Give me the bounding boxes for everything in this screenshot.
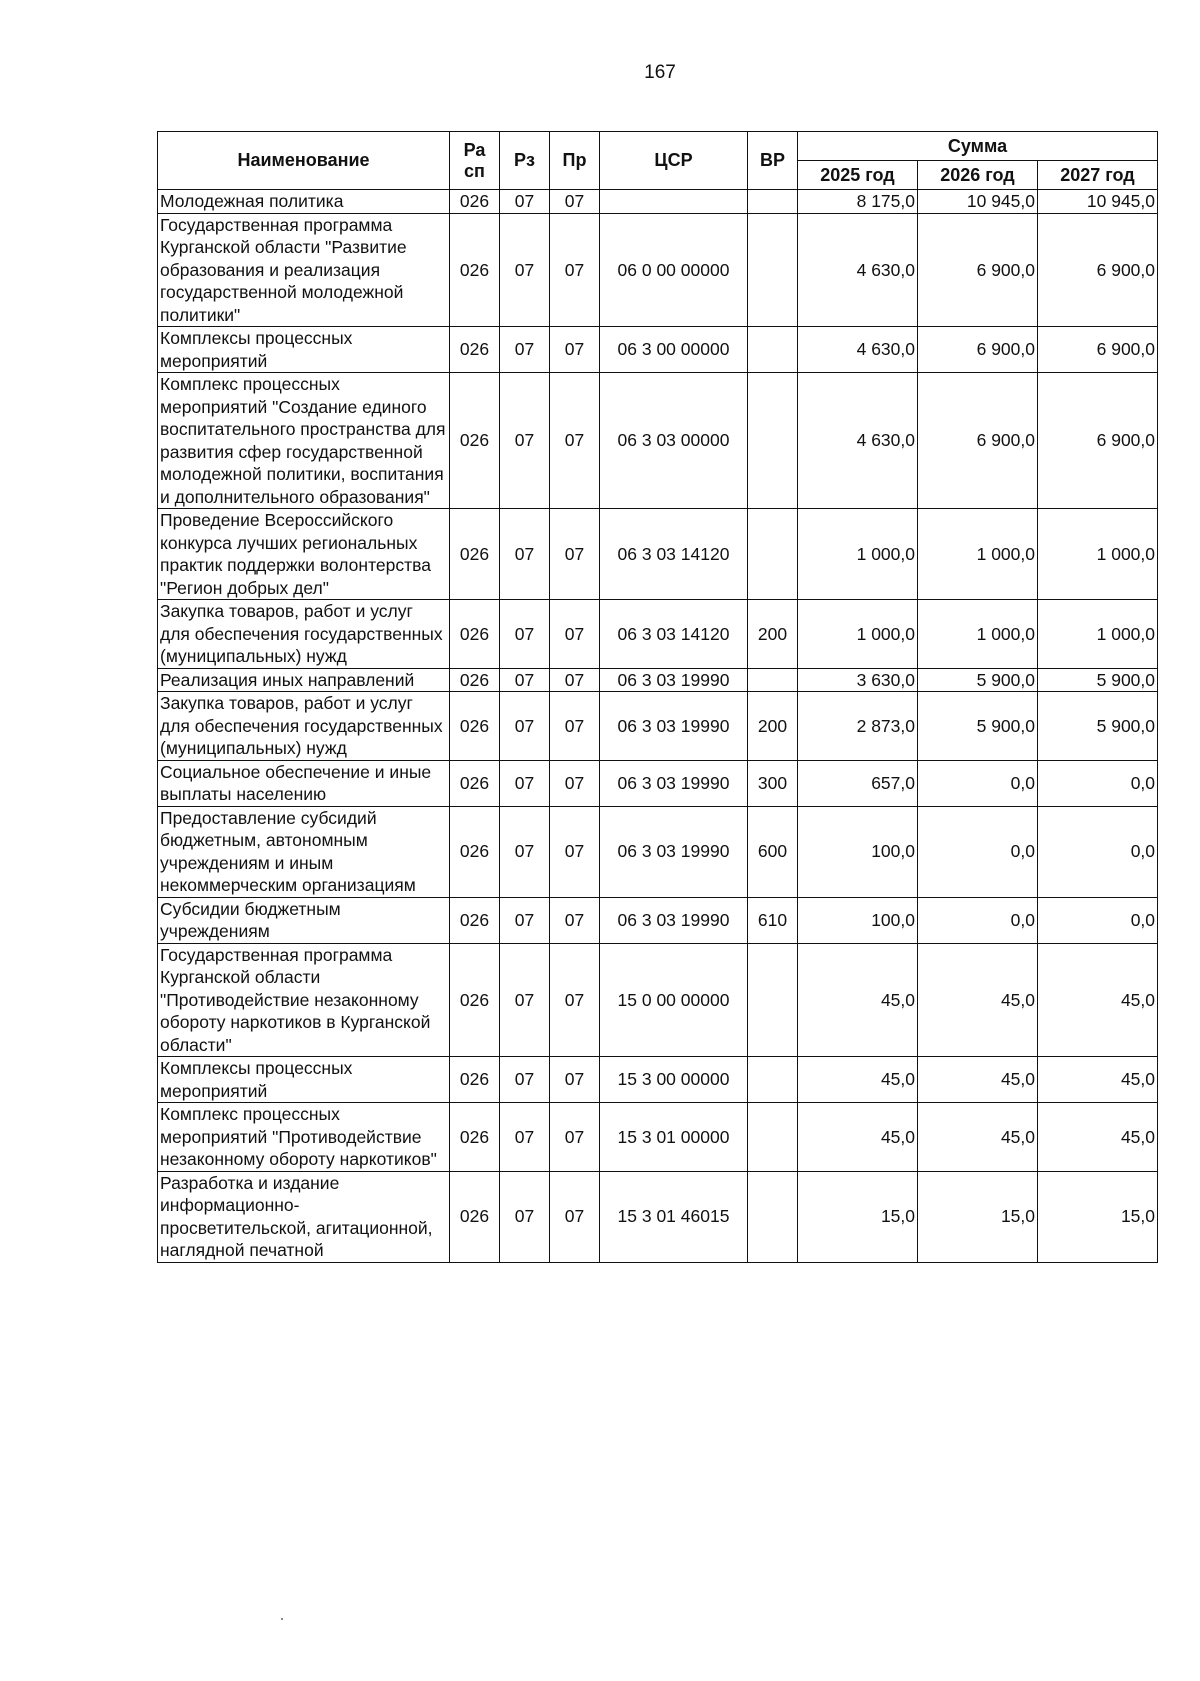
header-name: Наименование [158, 132, 450, 190]
cell-name: Комплекс процессных мероприятий "Создание единого воспитательного пространства для развития сфер государственной молодежной политики, воспитания и дополнительного образования" [158, 373, 450, 509]
table-row [158, 1057, 1158, 1103]
cell-vr: 200 [748, 692, 798, 761]
table-row [158, 692, 1158, 761]
cell-rasp: 026 [450, 806, 500, 897]
cell-y2027: 45,0 [1038, 1057, 1158, 1103]
cell-y2027: 6 900,0 [1038, 327, 1158, 373]
cell-y2025: 4 630,0 [798, 213, 918, 327]
cell-rasp: 026 [450, 190, 500, 214]
cell-pr: 07 [550, 1103, 600, 1172]
cell-csr: 06 3 03 19990 [600, 760, 748, 806]
cell-y2027: 0,0 [1038, 806, 1158, 897]
header-2026: 2026 год [918, 161, 1038, 190]
cell-y2026: 5 900,0 [918, 692, 1038, 761]
cell-y2027: 0,0 [1038, 760, 1158, 806]
cell-rz: 07 [500, 806, 550, 897]
header-2027: 2027 год [1038, 161, 1158, 190]
cell-y2026: 0,0 [918, 806, 1038, 897]
cell-rz: 07 [500, 213, 550, 327]
cell-name: Реализация иных направлений [158, 668, 450, 692]
cell-y2026: 6 900,0 [918, 213, 1038, 327]
cell-rz: 07 [500, 897, 550, 943]
cell-y2025: 100,0 [798, 897, 918, 943]
cell-vr [748, 943, 798, 1057]
cell-rasp: 026 [450, 1057, 500, 1103]
cell-rz: 07 [500, 1057, 550, 1103]
cell-name: Предоставление субсидий бюджетным, автономным учреждениям и иным некоммерческим организациям [158, 806, 450, 897]
cell-y2027: 5 900,0 [1038, 692, 1158, 761]
cell-rz: 07 [500, 600, 550, 669]
cell-y2026: 45,0 [918, 1057, 1038, 1103]
cell-name: Комплексы процессных мероприятий [158, 327, 450, 373]
cell-rasp: 026 [450, 692, 500, 761]
cell-pr: 07 [550, 373, 600, 509]
table-row [158, 509, 1158, 600]
cell-pr: 07 [550, 1171, 600, 1262]
cell-rasp: 026 [450, 373, 500, 509]
table-row [158, 897, 1158, 943]
cell-vr: 610 [748, 897, 798, 943]
cell-y2025: 8 175,0 [798, 190, 918, 214]
cell-rasp: 026 [450, 600, 500, 669]
header-rasp: Ра сп [450, 132, 500, 190]
cell-csr: 06 3 03 19990 [600, 668, 748, 692]
cell-y2025: 100,0 [798, 806, 918, 897]
cell-y2025: 4 630,0 [798, 327, 918, 373]
cell-pr: 07 [550, 897, 600, 943]
cell-rz: 07 [500, 692, 550, 761]
cell-y2025: 4 630,0 [798, 373, 918, 509]
cell-name: Проведение Всероссийского конкурса лучших региональных практик поддержки волонтерства "Регион добрых дел" [158, 509, 450, 600]
table-row [158, 327, 1158, 373]
cell-y2026: 0,0 [918, 897, 1038, 943]
cell-y2026: 45,0 [918, 943, 1038, 1057]
cell-rasp: 026 [450, 327, 500, 373]
header-sum: Сумма [798, 132, 1158, 161]
cell-pr: 07 [550, 509, 600, 600]
cell-y2026: 6 900,0 [918, 373, 1038, 509]
cell-name: Государственная программа Курганской области "Развитие образования и реализация государственной молодежной политики" [158, 213, 450, 327]
cell-vr [748, 1057, 798, 1103]
cell-rz: 07 [500, 1171, 550, 1262]
cell-y2026: 0,0 [918, 760, 1038, 806]
cell-rasp: 026 [450, 213, 500, 327]
cell-vr [748, 1103, 798, 1172]
cell-vr [748, 509, 798, 600]
cell-y2027: 15,0 [1038, 1171, 1158, 1262]
cell-csr: 06 3 00 00000 [600, 327, 748, 373]
cell-csr: 06 3 03 19990 [600, 897, 748, 943]
table-header [158, 132, 1158, 190]
cell-rasp: 026 [450, 760, 500, 806]
table-row [158, 760, 1158, 806]
cell-y2027: 5 900,0 [1038, 668, 1158, 692]
cell-y2025: 15,0 [798, 1171, 918, 1262]
cell-y2027: 45,0 [1038, 943, 1158, 1057]
cell-rz: 07 [500, 509, 550, 600]
cell-pr: 07 [550, 190, 600, 214]
cell-y2027: 1 000,0 [1038, 509, 1158, 600]
cell-y2025: 45,0 [798, 1057, 918, 1103]
cell-y2026: 1 000,0 [918, 509, 1038, 600]
cell-pr: 07 [550, 760, 600, 806]
cell-y2027: 10 945,0 [1038, 190, 1158, 214]
cell-csr: 06 0 00 00000 [600, 213, 748, 327]
cell-y2025: 2 873,0 [798, 692, 918, 761]
cell-pr: 07 [550, 943, 600, 1057]
cell-rasp: 026 [450, 897, 500, 943]
header-vr: ВР [748, 132, 798, 190]
table-row [158, 373, 1158, 509]
cell-csr: 06 3 03 00000 [600, 373, 748, 509]
cell-pr: 07 [550, 692, 600, 761]
cell-csr: 06 3 03 14120 [600, 600, 748, 669]
cell-rz: 07 [500, 373, 550, 509]
cell-rasp: 026 [450, 1171, 500, 1262]
cell-y2027: 1 000,0 [1038, 600, 1158, 669]
cell-y2025: 1 000,0 [798, 600, 918, 669]
cell-y2025: 3 630,0 [798, 668, 918, 692]
cell-name: Разработка и издание информационно-просветительской, агитационной, наглядной печатной [158, 1171, 450, 1262]
table-row [158, 190, 1158, 214]
cell-vr [748, 668, 798, 692]
cell-vr [748, 373, 798, 509]
cell-name: Закупка товаров, работ и услуг для обеспечения государственных (муниципальных) нужд [158, 600, 450, 669]
cell-name: Субсидии бюджетным учреждениям [158, 897, 450, 943]
table-row [158, 806, 1158, 897]
cell-name: Молодежная политика [158, 190, 450, 214]
cell-rasp: 026 [450, 668, 500, 692]
header-rz: Рз [500, 132, 550, 190]
cell-csr: 06 3 03 14120 [600, 509, 748, 600]
cell-y2026: 6 900,0 [918, 327, 1038, 373]
cell-vr: 300 [748, 760, 798, 806]
cell-rz: 07 [500, 1103, 550, 1172]
cell-rz: 07 [500, 190, 550, 214]
cell-y2026: 5 900,0 [918, 668, 1038, 692]
cell-y2025: 45,0 [798, 1103, 918, 1172]
cell-csr: 15 3 00 00000 [600, 1057, 748, 1103]
cell-rasp: 026 [450, 1103, 500, 1172]
table-row [158, 600, 1158, 669]
cell-vr: 600 [748, 806, 798, 897]
table-row [158, 1103, 1158, 1172]
cell-y2026: 45,0 [918, 1103, 1038, 1172]
cell-y2025: 45,0 [798, 943, 918, 1057]
cell-rasp: 026 [450, 509, 500, 600]
cell-csr: 15 3 01 00000 [600, 1103, 748, 1172]
cell-csr: 15 0 00 00000 [600, 943, 748, 1057]
cell-name: Социальное обеспечение и иные выплаты населению [158, 760, 450, 806]
cell-y2026: 10 945,0 [918, 190, 1038, 214]
cell-csr [600, 190, 748, 214]
cell-pr: 07 [550, 668, 600, 692]
cell-name: Государственная программа Курганской области "Противодействие незаконному обороту наркотиков в Курганской области" [158, 943, 450, 1057]
cell-rasp: 026 [450, 943, 500, 1057]
cell-name: Комплексы процессных мероприятий [158, 1057, 450, 1103]
cell-name: Закупка товаров, работ и услуг для обеспечения государственных (муниципальных) нужд [158, 692, 450, 761]
cell-y2027: 6 900,0 [1038, 373, 1158, 509]
cell-y2025: 1 000,0 [798, 509, 918, 600]
cell-rz: 07 [500, 668, 550, 692]
table-row [158, 213, 1158, 327]
cell-y2025: 657,0 [798, 760, 918, 806]
cell-rz: 07 [500, 327, 550, 373]
cell-rz: 07 [500, 943, 550, 1057]
cell-rz: 07 [500, 760, 550, 806]
cell-y2026: 15,0 [918, 1171, 1038, 1262]
cell-name: Комплекс процессных мероприятий "Противодействие незаконному обороту наркотиков" [158, 1103, 450, 1172]
cell-vr [748, 190, 798, 214]
table-row [158, 668, 1158, 692]
cell-pr: 07 [550, 327, 600, 373]
cell-vr: 200 [748, 600, 798, 669]
page-number: 167 [644, 62, 676, 83]
cell-pr: 07 [550, 213, 600, 327]
table-body [158, 190, 1158, 1263]
cell-csr: 06 3 03 19990 [600, 692, 748, 761]
scan-speck [281, 1618, 283, 1620]
cell-y2027: 6 900,0 [1038, 213, 1158, 327]
table-row [158, 943, 1158, 1057]
cell-csr: 06 3 03 19990 [600, 806, 748, 897]
cell-y2027: 45,0 [1038, 1103, 1158, 1172]
cell-y2027: 0,0 [1038, 897, 1158, 943]
cell-vr [748, 1171, 798, 1262]
header-2025: 2025 год [798, 161, 918, 190]
header-csr: ЦСР [600, 132, 748, 190]
cell-vr [748, 213, 798, 327]
cell-csr: 15 3 01 46015 [600, 1171, 748, 1262]
budget-table [157, 131, 1158, 1263]
cell-pr: 07 [550, 1057, 600, 1103]
cell-vr [748, 327, 798, 373]
cell-y2026: 1 000,0 [918, 600, 1038, 669]
cell-pr: 07 [550, 600, 600, 669]
cell-pr: 07 [550, 806, 600, 897]
header-pr: Пр [550, 132, 600, 190]
table-row [158, 1171, 1158, 1262]
